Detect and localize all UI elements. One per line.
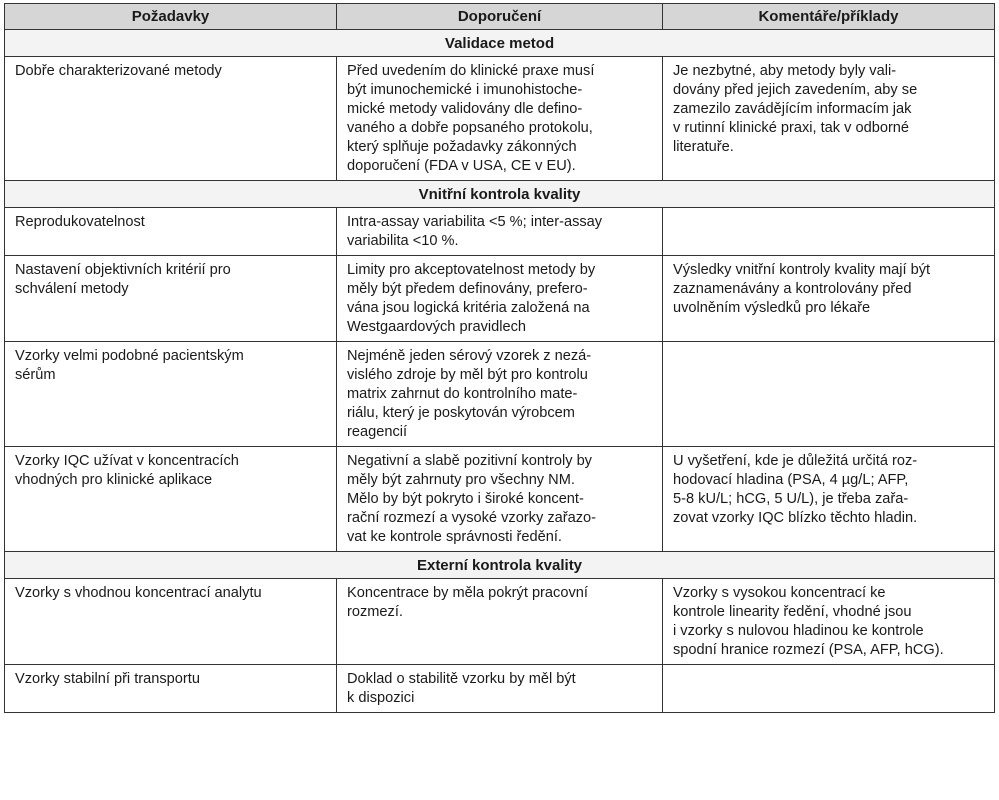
- cell-text-line: vaného a dobře popsaného protokolu,: [347, 120, 593, 136]
- cell-text-line: měly být předem definovány, prefero-: [347, 281, 588, 297]
- cell-text-line: Vzorky stabilní při transportu: [15, 671, 200, 687]
- comment-cell: [663, 342, 995, 447]
- section-row: [5, 181, 995, 208]
- cell-text-line: variabilita <10 %.: [347, 233, 459, 249]
- cell-text-line: v rutinní klinické praxi, tak v odborné: [673, 120, 910, 136]
- comment-cell: [663, 57, 995, 181]
- requirement-cell: [5, 57, 337, 181]
- requirement-cell: [5, 256, 337, 342]
- cell-text-line: vat ke kontrole správnosti ředění.: [347, 529, 562, 545]
- cell-text-line: Mělo by být pokryto i široké koncent-: [347, 491, 584, 507]
- cell-text-line: U vyšetření, kde je důležitá určitá roz-: [673, 453, 918, 469]
- comment-cell: [663, 447, 995, 552]
- cell-text-line: dovány před jejich zavedením, aby se: [673, 82, 918, 98]
- cell-text-line: zaznamenávány a kontrolovány před: [673, 281, 912, 297]
- cell-text-line: Reprodukovatelnost: [15, 214, 145, 230]
- cell-text-line: riálu, který je poskytován výrobcem: [347, 405, 575, 421]
- cell-text-line: vislého zdroje by měl být pro kontrolu: [347, 367, 588, 383]
- cell-text-line: rozmezí.: [347, 604, 403, 620]
- cell-text-line: mické metody validovány dle defino-: [347, 101, 583, 117]
- header-comments: Komentáře/příklady: [663, 4, 995, 30]
- cell-text-line: Nastavení objektivních kritérií pro: [15, 262, 231, 278]
- cell-text-line: Vzorky s vysokou koncentrací ke: [673, 585, 886, 601]
- cell-text-line: měly být zahrnuty pro všechny NM.: [347, 472, 575, 488]
- cell-text-line: hodovací hladina (PSA, 4 µg/L; AFP,: [673, 472, 909, 488]
- cell-text-line: který splňuje požadavky zákonných: [347, 139, 577, 155]
- recommendation-cell: [337, 447, 663, 552]
- cell-text-line: Vzorky velmi podobné pacientským: [15, 348, 244, 364]
- section-row: [5, 30, 995, 57]
- cell-text-line: rační rozmezí a vysoké vzorky zařazo-: [347, 510, 596, 526]
- cell-text-line: Dobře charakterizované metody: [15, 63, 222, 79]
- document-table-wrapper: [4, 3, 994, 713]
- cell-text-line: Intra-assay variabilita <5 %; inter-assay: [347, 214, 603, 230]
- requirement-cell: [5, 342, 337, 447]
- cell-text-line: Koncentrace by měla pokrýt pracovní: [347, 585, 588, 601]
- cell-text-line: spodní hranice rozmezí (PSA, AFP, hCG).: [673, 642, 944, 658]
- comment-cell: [663, 579, 995, 665]
- table-row: [5, 256, 995, 342]
- table-body: [5, 30, 995, 713]
- header-recommendations: Doporučení: [337, 4, 663, 30]
- table-row: [5, 665, 995, 713]
- cell-text-line: Vzorky s vhodnou koncentrací analytu: [15, 585, 262, 601]
- comment-cell: [663, 665, 995, 713]
- cell-text-line: vhodných pro klinické aplikace: [15, 472, 213, 488]
- cell-text-line: i vzorky s nulovou hladinou ke kontrole: [673, 623, 924, 639]
- cell-text-line: Výsledky vnitřní kontroly kvality mají být: [673, 262, 931, 278]
- cell-text-line: Limity pro akceptovatelnost metody by: [347, 262, 596, 278]
- recommendation-cell: [337, 579, 663, 665]
- requirement-cell: [5, 579, 337, 665]
- cell-text-line: literatuře.: [673, 139, 734, 155]
- cell-text-line: Doklad o stabilitě vzorku by měl být: [347, 671, 576, 687]
- recommendation-cell: [337, 57, 663, 181]
- cell-text-line: vána jsou logická kritéria založená na: [347, 300, 590, 316]
- comment-cell: [663, 208, 995, 256]
- cell-text-line: matrix zahrnut do kontrolního mate-: [347, 386, 578, 402]
- cell-text-line: Westgaardových pravidlech: [347, 319, 527, 335]
- header-requirements: Požadavky: [5, 4, 337, 30]
- section-title: Validace metod: [5, 30, 995, 57]
- comment-cell: [663, 256, 995, 342]
- table-row: [5, 447, 995, 552]
- cell-text-line: být imunochemické i imunohistoche-: [347, 82, 583, 98]
- quality-requirements-table: [4, 3, 995, 713]
- requirement-cell: [5, 447, 337, 552]
- cell-text-line: Před uvedením do klinické praxe musí: [347, 63, 595, 79]
- recommendation-cell: [337, 208, 663, 256]
- cell-text-line: schválení metody: [15, 281, 129, 297]
- cell-text-line: Negativní a slabě pozitivní kontroly by: [347, 453, 592, 469]
- header-row: [5, 4, 995, 30]
- table-row: [5, 342, 995, 447]
- requirement-cell: [5, 208, 337, 256]
- recommendation-cell: [337, 256, 663, 342]
- requirement-cell: [5, 665, 337, 713]
- cell-text-line: sérům: [15, 367, 56, 383]
- cell-text-line: Nejméně jeden sérový vzorek z nezá-: [347, 348, 592, 364]
- cell-text-line: zovat vzorky IQC blízko těchto hladin.: [673, 510, 918, 526]
- table-row: [5, 579, 995, 665]
- cell-text-line: kontrole linearity ředění, vhodné jsou: [673, 604, 912, 620]
- table-header: [5, 4, 995, 30]
- recommendation-cell: [337, 665, 663, 713]
- cell-text-line: k dispozici: [347, 690, 415, 706]
- cell-text-line: doporučení (FDA v USA, CE v EU).: [347, 158, 576, 174]
- cell-text-line: Vzorky IQC užívat v koncentracích: [15, 453, 239, 469]
- cell-text-line: Je nezbytné, aby metody byly vali-: [673, 63, 897, 79]
- cell-text-line: zamezilo zavádějícím informacím jak: [673, 101, 912, 117]
- section-row: [5, 552, 995, 579]
- table-row: [5, 208, 995, 256]
- cell-text-line: uvolněním výsledků pro lékaře: [673, 300, 871, 316]
- table-row: [5, 57, 995, 181]
- cell-text-line: 5-8 kU/L; hCG, 5 U/L), je třeba zařa-: [673, 491, 909, 507]
- section-title: Vnitřní kontrola kvality: [5, 181, 995, 208]
- cell-text-line: reagencií: [347, 424, 408, 440]
- section-title: Externí kontrola kvality: [5, 552, 995, 579]
- recommendation-cell: [337, 342, 663, 447]
